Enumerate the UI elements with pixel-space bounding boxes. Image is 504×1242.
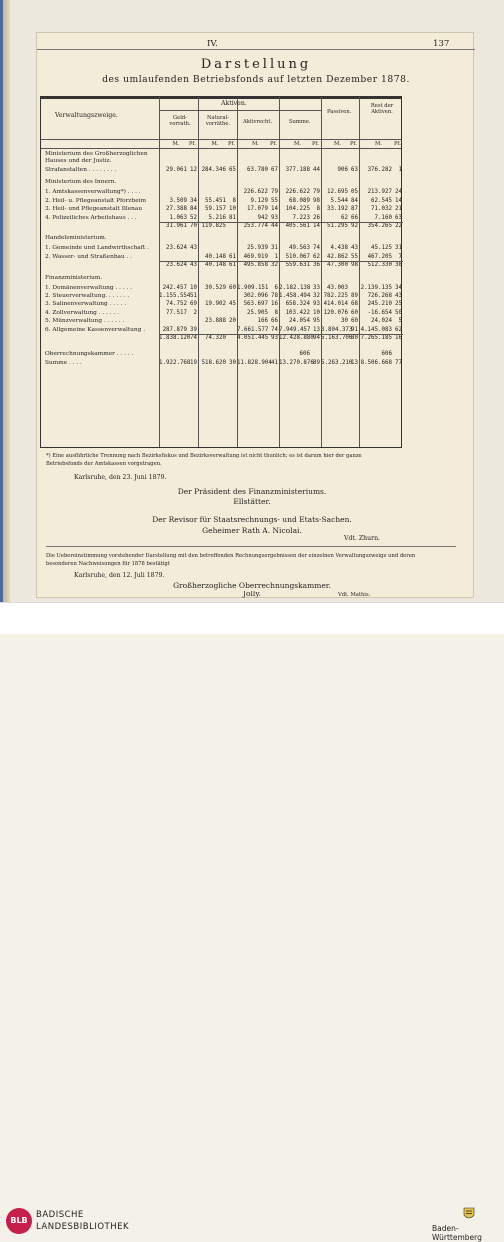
unit-label: M.: [375, 141, 382, 147]
cell-rest-pf: 50: [395, 309, 402, 316]
cell-money: 1.063: [169, 214, 187, 221]
cell-passive-pf: 68: [351, 301, 358, 308]
cell-active-pf: 44: [271, 223, 278, 229]
row-label: 1. Domänenverwaltung . . . . .: [45, 284, 133, 291]
signature-2: Geheimer Rath A. Nicolai.: [202, 526, 302, 535]
unit-label: M.: [252, 141, 259, 147]
cell-passive-pf: 63: [351, 167, 358, 173]
cell-active-pf: 41: [271, 359, 278, 366]
cell-money: 29.061: [166, 167, 187, 173]
cell-passive: 43.003: [327, 284, 348, 291]
header-sum: Summe.: [289, 119, 311, 125]
cell-natural: 40.148: [205, 253, 226, 260]
page-title: Darstellung: [200, 57, 312, 72]
cell-rest: 512.330: [367, 262, 392, 269]
subtotal-rule: [159, 222, 403, 223]
cell-rest: 354.265: [367, 223, 392, 229]
cell-sum-pf: 94: [313, 335, 320, 341]
cell-money: 23.624: [166, 262, 187, 269]
cell-rest: 71.032: [371, 206, 392, 213]
row-label: 5. Münzverwaltung . . . . . .: [45, 318, 125, 325]
cell-rest: 245.210: [367, 301, 392, 308]
cell-sum: 103.422: [285, 309, 310, 316]
cell-active: 563.697: [243, 301, 268, 308]
cell-passive-pf: 89: [351, 293, 358, 299]
row-label: 3. Salinenverwaltung . . . . .: [45, 301, 127, 308]
cell-rest: 376.282: [367, 167, 392, 173]
cell-active: 17.079: [247, 206, 268, 213]
cell-rest-pf: 77: [395, 359, 402, 366]
cell-active-pf: 66: [271, 318, 278, 325]
unit-label: Pf.: [312, 141, 319, 147]
cell-rest: 467.205: [367, 253, 392, 260]
cell-active: 253.774: [243, 223, 268, 229]
cell-rest-pf: 31: [395, 245, 402, 252]
cell-natural-pf: 61: [229, 253, 236, 260]
cell-active: 1.909.151: [237, 284, 269, 291]
row-label: 4. Zollverwaltung . . . . . .: [45, 309, 119, 316]
unit-label: M.: [294, 141, 301, 147]
header-money: Geld-vorrath.: [169, 115, 191, 127]
row-label: Summe . . . .: [45, 359, 82, 366]
signature-1: Ellstätter.: [233, 497, 271, 506]
cell-money: 31.961: [166, 223, 187, 229]
page-subtitle: des umlaufenden Betriebsfonds auf letzten Dezember 1878.: [102, 74, 410, 85]
place-date-1: Karlsruhe, den 23. Juni 1879.: [74, 474, 167, 481]
cell-rest: 24.024: [371, 318, 392, 325]
unit-label: M.: [211, 141, 219, 147]
blb-logo: BLB: [6, 1208, 32, 1234]
cell-rest: -16.654: [367, 309, 392, 316]
cell-sum: 658.324: [285, 301, 310, 308]
cell-natural-pf: 61: [229, 262, 236, 269]
cell-passive-pf: 43: [351, 245, 358, 252]
section-number: IV.: [207, 39, 218, 49]
cell-money-pf: 51: [190, 293, 197, 299]
cell-passive: 3.804.373: [321, 326, 353, 333]
signature-3: Jolly.: [243, 591, 261, 598]
cell-natural: 284.346: [201, 167, 226, 173]
cell-sum-pf: 13: [313, 326, 320, 333]
cell-sum-pf: 93: [313, 301, 320, 308]
cell-passive: 30: [341, 318, 348, 325]
row-label: Strafanstalten . . . . . . . .: [45, 167, 117, 173]
cell-passive-pf: 98: [351, 262, 358, 269]
cell-rest: 213.927: [367, 189, 392, 196]
row-label: 6. Allgemeine Kassenverwaltung .: [45, 326, 146, 333]
row-label: 1. Amtskassenverwaltung*) . . . .: [45, 189, 141, 196]
cell-passive: 4.438: [330, 245, 348, 252]
cell-sum: 13.270.876: [279, 359, 314, 366]
cell-rest: 726.268: [367, 293, 392, 299]
cell-active-pf: 8: [274, 309, 278, 316]
cell-money: 1.922.768: [159, 359, 191, 366]
cell-active-pf: 79: [271, 189, 278, 196]
cell-passive: 51.295: [327, 223, 348, 229]
cell-money-pf: 70: [190, 223, 197, 229]
cell-natural-pf: 60: [229, 284, 236, 291]
cell-money-pf: 69: [190, 301, 197, 308]
cell-money: 1.155.554: [159, 293, 191, 299]
cell-money: 287.879: [162, 326, 187, 333]
cell-natural-pf: 65: [229, 167, 236, 173]
place-date-2: Karlsruhe, den 12. Juli 1879.: [74, 572, 165, 579]
cell-passive-pf: 60: [351, 309, 358, 316]
units-row: [41, 140, 403, 148]
cell-sum: 606: [299, 351, 310, 358]
cell-rest-pf: 24: [395, 189, 402, 196]
coat-of-arms-icon: [460, 1206, 478, 1222]
cell-rest-pf: 5: [398, 318, 402, 325]
cell-active-pf: 74: [271, 326, 278, 333]
unit-label: M.: [334, 141, 341, 147]
unit-label: M.: [172, 141, 180, 147]
cell-active: 63.780: [247, 167, 268, 173]
cell-natural: 55.451: [205, 197, 226, 204]
cell-sum: 7.223: [292, 214, 310, 221]
unit-label: Pf.: [350, 141, 357, 147]
vdt-2: Vdt. Mathis.: [338, 592, 371, 598]
cell-sum-pf: 14: [313, 223, 320, 229]
cell-passive: 62: [341, 214, 348, 221]
cell-money-pf: 74: [190, 335, 197, 341]
cell-rest: 8.506.668: [360, 359, 392, 366]
cell-rest-pf: 21: [395, 206, 402, 213]
bw-label: Baden-Württemberg: [432, 1224, 482, 1242]
cell-sum: 2.182.138: [279, 284, 311, 291]
cell-rest-pf: 43: [395, 293, 402, 299]
cell-sum: 24.054: [289, 318, 310, 325]
cell-active: 9.129: [250, 197, 268, 204]
cell-rest: 7.160: [374, 214, 392, 221]
cell-passive: 120.076: [323, 309, 348, 316]
cell-money-pf: 2: [193, 309, 197, 316]
cell-rest-pf: 25: [395, 301, 402, 308]
cell-rest-pf: 38: [395, 262, 402, 269]
cell-passive-pf: 91: [351, 326, 358, 333]
cell-sum-pf: 95: [313, 318, 320, 325]
cell-rest: 606: [381, 351, 392, 358]
cell-sum-pf: 32: [313, 293, 320, 299]
cell-rest: 4.145.083: [360, 326, 392, 333]
subtotal-rule: [159, 334, 403, 335]
cell-sum: 559.631: [285, 262, 310, 269]
cell-rest-pf: 1: [398, 167, 402, 173]
cell-sum-pf: 74: [313, 245, 320, 252]
cell-rest-pf: 7: [398, 253, 402, 260]
cell-passive-pf: 05: [351, 189, 358, 196]
cell-active-pf: 32: [271, 262, 278, 269]
cell-active-pf: 93: [271, 214, 278, 221]
cell-sum: 12.428.880: [279, 335, 314, 341]
cell-natural: 59.157: [205, 206, 226, 213]
cell-sum-pf: 33: [313, 284, 320, 291]
document-viewer: [0, 0, 504, 602]
cell-rest-pf: 62: [395, 326, 402, 333]
blb-name-line2: LANDESBIBLIOTHEK: [36, 1222, 130, 1232]
row-label: 4. Polizeiliches Arbeitshaus . . .: [45, 214, 137, 221]
cell-rest-pf: 63: [395, 214, 402, 221]
cell-sum: 104.225: [285, 206, 310, 213]
cell-passive: 906: [337, 167, 348, 173]
authority-1: Der Präsident des Finanzministeriums.: [177, 487, 327, 496]
cell-active-pf: 1: [274, 253, 278, 260]
cell-sum-pf: 10: [313, 309, 320, 316]
cell-passive: 33.192: [327, 206, 348, 213]
cell-active-pf: 67: [271, 167, 278, 173]
cell-passive: 5.163.706: [321, 335, 353, 341]
cell-rest: 7.265.185: [360, 335, 392, 341]
cell-rest: 62.545: [371, 197, 392, 204]
header-rule: [37, 49, 475, 50]
cell-active: 302.096: [243, 293, 268, 299]
cell-natural: 19.902: [205, 301, 226, 308]
page-edge: [0, 0, 3, 602]
cell-natural-pf: 8: [232, 197, 236, 204]
cell-sum: 226.622: [285, 189, 310, 196]
cell-money-pf: 34: [190, 197, 197, 204]
cell-active: 4.051.445: [237, 335, 269, 341]
cell-passive-pf: 55: [351, 253, 358, 260]
header-active: Aktivrecht.: [243, 119, 273, 125]
cell-sum-pf: 36: [313, 262, 320, 269]
cell-rest-pf: 22: [395, 223, 402, 229]
cell-passive-pf: 87: [351, 206, 358, 213]
cell-passive: 12.695: [327, 189, 348, 196]
cell-natural-pf: 45: [229, 301, 236, 308]
cell-natural-pf: 10: [229, 206, 236, 213]
cell-active: 942: [257, 214, 268, 221]
cell-active: 25.939: [247, 245, 268, 252]
cell-natural: 40.148: [205, 262, 226, 269]
cell-natural: 5.216: [208, 214, 226, 221]
row-label: Oberrechnungskammer . . . . .: [45, 351, 134, 358]
cell-sum: 1.458.494: [279, 293, 311, 299]
cell-passive: 42.862: [327, 253, 348, 260]
cell-rest-pf: 34: [395, 284, 402, 291]
subtotal-rule: [159, 261, 403, 262]
section-heading: Ministerium des Innern.: [45, 179, 117, 186]
cell-active: 495.858: [243, 262, 268, 269]
cell-rest-pf: 16: [395, 335, 402, 341]
cell-active-pf: 78: [271, 293, 278, 299]
assets-subheader-rule: [159, 110, 321, 111]
unit-label: Pf.: [270, 141, 277, 147]
blb-name-line1: BADISCHE: [36, 1210, 84, 1220]
cell-active: 226.622: [243, 189, 268, 196]
cell-passive-pf: 80: [351, 335, 358, 341]
cell-passive-pf: 60: [351, 318, 358, 325]
row-label: 2. Heil- u. Pflegeanstalt Pforzheim: [45, 197, 146, 204]
cell-active: 25.905: [247, 309, 268, 316]
cell-passive-pf: 66: [351, 214, 358, 221]
cell-rest-pf: 14: [395, 197, 402, 204]
cell-sum-pf: 8: [316, 206, 320, 213]
cell-money-pf: 84: [190, 206, 197, 213]
cell-natural: 30.529: [205, 284, 226, 291]
cell-passive: 414.014: [323, 301, 348, 308]
header-assets: Aktiven.: [221, 100, 247, 107]
cell-money: 74.752: [166, 301, 187, 308]
cell-passive-pf: 13: [351, 359, 358, 366]
cell-active-pf: 55: [271, 197, 278, 204]
cell-money: 1.838.120: [159, 335, 191, 341]
verification-text: Die Uebereinstimmung vorstehender Darstellung mit den betreffenden Rechnungsergebnissen der einzelnen Verwaltungszweige und deren besonderen Nachweisungen für 1878 bestätigt: [46, 553, 416, 567]
vdt-1: Vdt. Zhurn.: [344, 535, 381, 542]
cell-money: 23.624: [166, 245, 187, 252]
row-label: 1. Gemeinde und Landwirthschaft .: [45, 245, 149, 252]
cell-sum-pf: 89: [313, 359, 320, 366]
page-number: 137: [433, 39, 450, 49]
cell-passive: 782.225: [323, 293, 348, 299]
cell-sum-pf: 26: [313, 214, 320, 221]
cell-sum-pf: 79: [313, 189, 320, 196]
cell-sum: 405.561: [285, 223, 310, 229]
cell-sum: 377.188: [285, 167, 310, 173]
unit-label: Pf.: [394, 141, 401, 147]
section-heading: Ministerium des Großherzoglichen Hauses und der Justiz.: [45, 151, 148, 164]
library-footer: [0, 602, 504, 1242]
cell-natural: 74.320: [205, 335, 226, 341]
cell-natural: 119.825: [201, 223, 226, 229]
cell-active: 166: [257, 318, 268, 325]
header-natural: Natural-vorräthe.: [205, 115, 231, 127]
cell-money-pf: 10: [190, 284, 197, 291]
cell-active-pf: 31: [271, 245, 278, 252]
cell-passive: 5.263.210: [321, 359, 353, 366]
cell-active: 11.828.904: [237, 359, 272, 366]
footnote: *) Eine ausführliche Trennung nach Bezirksfiskus und Bezirksverwaltung ist nicht thunlich; es ist darum hier der ganze Betriebsfonds der Amtskassen vorgetragen.: [46, 453, 362, 467]
cell-active-pf: 93: [271, 335, 278, 341]
cell-sum: 68.089: [289, 197, 310, 204]
cell-sum-pf: 98: [313, 197, 320, 204]
header-rest: Rest der Aktiven.: [370, 103, 394, 115]
cell-passive-pf: 92: [351, 223, 358, 229]
cell-sum: 7.949.457: [279, 326, 311, 333]
authority-2: Der Revisor für Staatsrechnungs- und Etats-Sachen.: [152, 515, 352, 524]
cell-passive-pf: 84: [351, 197, 358, 204]
cell-active: 469.919: [243, 253, 268, 260]
cell-active-pf: 6: [274, 284, 278, 291]
fund-table: [40, 96, 402, 448]
cell-money-pf: 43: [190, 262, 197, 269]
cell-sum: 510.067: [285, 253, 310, 260]
cell-sum: 49.563: [289, 245, 310, 252]
cell-money: 3.509: [169, 197, 187, 204]
row-label: 2. Steuerverwaltung. . . . . . .: [45, 293, 130, 299]
cell-sum-pf: 44: [313, 167, 320, 173]
cell-money-pf: 19: [190, 359, 197, 366]
row-label: 3. Heil- und Pflegeanstalt Illenau: [45, 206, 143, 213]
cell-natural: 518.620: [201, 359, 226, 366]
header-branch: Verwaltungszweige.: [55, 112, 118, 119]
cell-money-pf: 52: [190, 214, 197, 221]
cell-money: 77.517: [166, 309, 187, 316]
cell-money: 27.388: [166, 206, 187, 213]
cell-active-pf: 16: [271, 301, 278, 308]
section-heading: Finanzministerium.: [45, 274, 103, 281]
cell-natural: 23.888: [205, 318, 226, 325]
cell-passive: 5.544: [330, 197, 348, 204]
section-heading: Handelsministerium.: [45, 235, 107, 242]
cell-rest: 2.139.135: [360, 284, 392, 291]
cell-active-pf: 14: [271, 206, 278, 213]
cell-money-pf: 12: [190, 167, 197, 173]
header-passive: Passiven.: [327, 109, 352, 115]
cell-active: 7.661.577: [237, 326, 269, 333]
cell-money: 242.457: [162, 284, 187, 291]
row-label: 2. Wasser- und Straßenbau . .: [45, 253, 133, 260]
authority-3: Großherzogliche Oberrechnungskammer.: [173, 581, 331, 590]
unit-label: Pf.: [189, 141, 196, 147]
cell-natural-pf: 81: [229, 214, 236, 221]
cell-passive: 47.300: [327, 262, 348, 269]
cell-natural-pf: 30: [229, 359, 236, 366]
unit-label: Pf.: [228, 141, 235, 147]
cell-money-pf: 39: [190, 326, 197, 333]
divider-rule: [46, 546, 456, 547]
cell-money-pf: 43: [190, 245, 197, 252]
cell-rest: 45.125: [371, 245, 392, 252]
cell-natural-pf: 20: [229, 318, 236, 325]
cell-sum-pf: 62: [313, 253, 320, 260]
